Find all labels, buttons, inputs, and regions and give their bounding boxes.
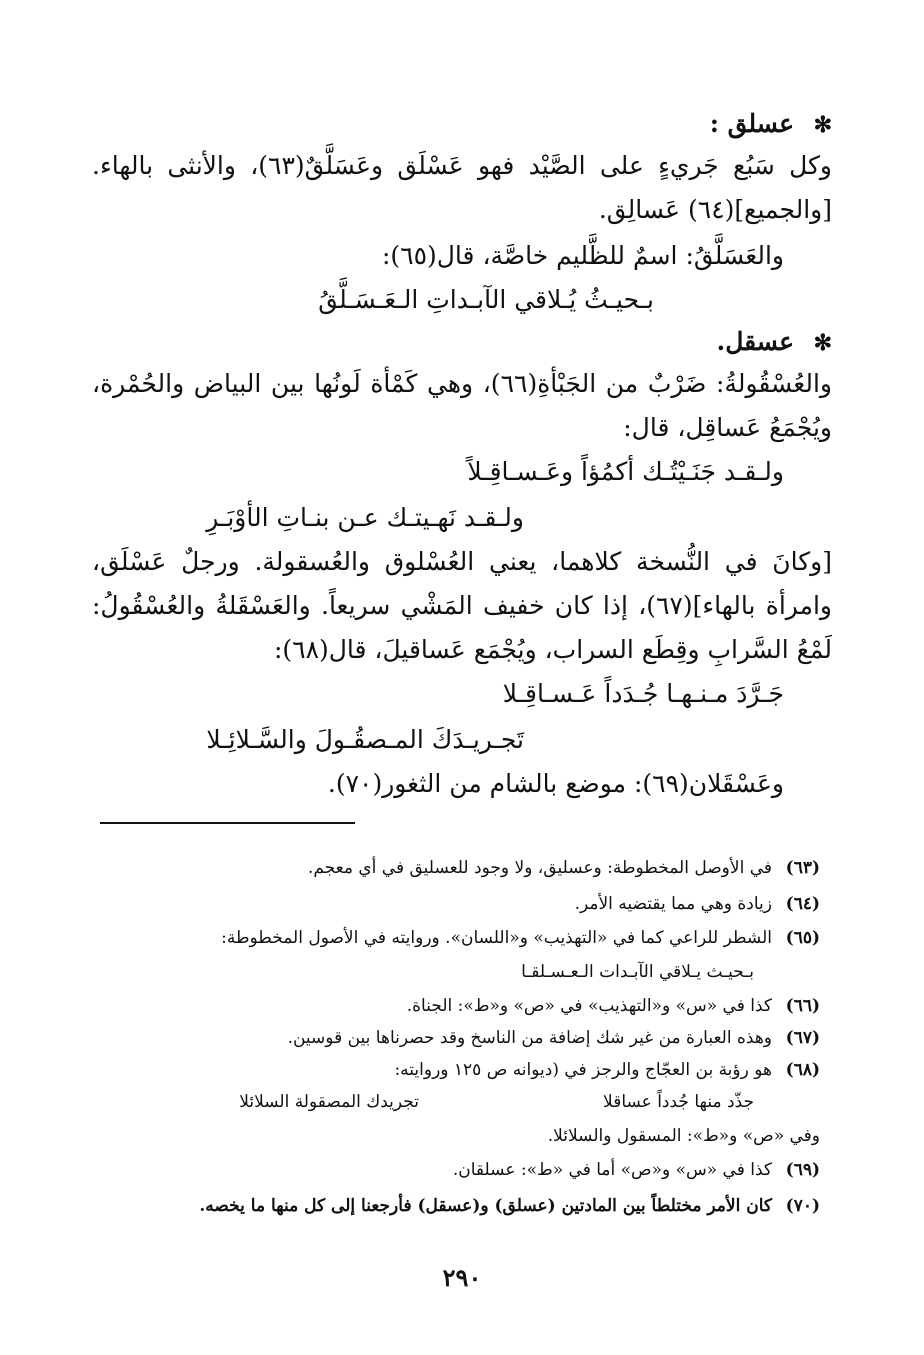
footnote-extra: وفي «ص» و«ط»: المسقول والسلائلا. [547, 1126, 820, 1146]
footnote [80, 1156, 820, 1184]
body-line: والعَسَلَّقُ: اسمٌ للظَّليم خاصَّة، قال(٦٥): [381, 241, 784, 270]
footnote-text: كذا في «س» و«التهذيب» في «ص» و«ط»: الجناة. [406, 996, 772, 1016]
body-line: وعَسْقَلان(٦٩): موضع بالشام من الثغور(٧٠). [327, 769, 784, 798]
body-line: [وكانَ في النُّسخة كلاهما، يعني العُسْلوق والعُسقولة. ورجلٌ عَسْلَق، [92, 547, 832, 576]
footnote [80, 1024, 820, 1052]
footnote-separator [100, 822, 355, 824]
footnote-number: (٦٣) [785, 858, 820, 878]
footnote [80, 854, 820, 882]
footnote-verse-second: تجريدك المصقولة السلائلا [239, 1092, 419, 1112]
footnote-text: الشطر للراعي كما في «التهذيب» و«اللسان». وروايته في الأصول المخطوطة: [221, 928, 772, 948]
verse-line: بـحيـثُ يُـلاقي الآبـداتِ الـعَـسَـلَّقُ [318, 285, 654, 314]
footnote-number: (٦٤) [785, 894, 820, 914]
footnote [80, 1056, 820, 1084]
footnote-text: وهذه العبارة من غير شك إضافة من الناسخ وقد حصرناها بين قوسين. [287, 1028, 772, 1048]
entry-heading-asqal: ✻عسقل. [92, 322, 832, 363]
footnote-verse: بـحيـث يـلاقي الآبـدات الـعـسـلقـا [521, 962, 754, 982]
footnote-text: في الأوصل المخطوطة: وعسليق، ولا وجود للعسليق في أي معجم. [307, 858, 772, 878]
page-number: ٢٩٠ [442, 1263, 482, 1292]
footnote-number: (٦٦) [785, 996, 820, 1016]
footnote-text: كذا في «س» و«ص» أما في «ط»: عسلقان. [452, 1160, 772, 1180]
footnote-number: (٧٠) [785, 1196, 820, 1216]
body-line: [والجميع](٦٤) عَسالِق. [598, 195, 832, 224]
footnote [80, 992, 820, 1020]
footnote [80, 1192, 820, 1220]
asterisk-icon: ✻ [813, 330, 832, 356]
body-line: لَمْعُ السَّرابِ وقِطَع السراب، ويُجْمَع عَساقيلَ، قال(٦٨): [273, 635, 832, 664]
footnote-text: هو رؤبة بن العجّاج والرجز في (ديوانه ص ١٢٥ وروايته: [394, 1060, 772, 1080]
body-line: ويُجْمَعُ عَساقِل، قال: [623, 413, 832, 442]
footnote [80, 890, 820, 918]
asterisk-icon: ✻ [813, 112, 832, 138]
footnote-text: زيادة وهي مما يقتضيه الأمر. [574, 894, 772, 914]
footnote [80, 924, 820, 952]
verse-line: ولـقـد جَنَـيْتُـك أكمُؤاً وعَـسـاقِـلاً [467, 457, 784, 486]
body-line: والعُسْقُولةُ: ضَرْبٌ من الجَبْأةِ(٦٦)، وهي كَمْأة لَونُها بين البياض والحُمْرة، [92, 369, 832, 398]
footnote-number: (٦٩) [785, 1160, 820, 1180]
body-line: وامرأة بالهاء](٦٧)، إذا كان خفيف المَشْي سريعاً. والعَسْقَلةُ والعُسْقُولُ: [92, 591, 832, 620]
verse-line: جَـرَّدَ مـنـهـا جُـدَداً عَـسـاقِـلا [502, 679, 784, 708]
entry-heading-asalaq: ✻عسلق : [92, 104, 832, 145]
footnote-verse-first: جذّد منها جُدداً عساقلا [603, 1092, 754, 1112]
verse-line: تَجـريـدَكَ المـصقُـولَ والسَّـلائِـلا [206, 725, 524, 754]
verse-line: ولـقـد نَهـيتـك عـن بنـاتِ الأوْبَـرِ [206, 503, 524, 532]
footnote-number: (٦٥) [785, 928, 820, 948]
body-line: وكل سَبُع جَريءٍ على الصَّيْد فهو عَسْلَق وعَسَلَّقٌ(٦٣)، والأنثى بالهاء. [92, 151, 833, 180]
footnote-text: كان الأمر مختلطاً بين المادتين (عسلق) و(عسقل) فأرجعنا إلى كل منها ما يخصه. [199, 1196, 772, 1216]
footnote-number: (٦٧) [785, 1028, 820, 1048]
footnote-number: (٦٨) [785, 1060, 820, 1080]
